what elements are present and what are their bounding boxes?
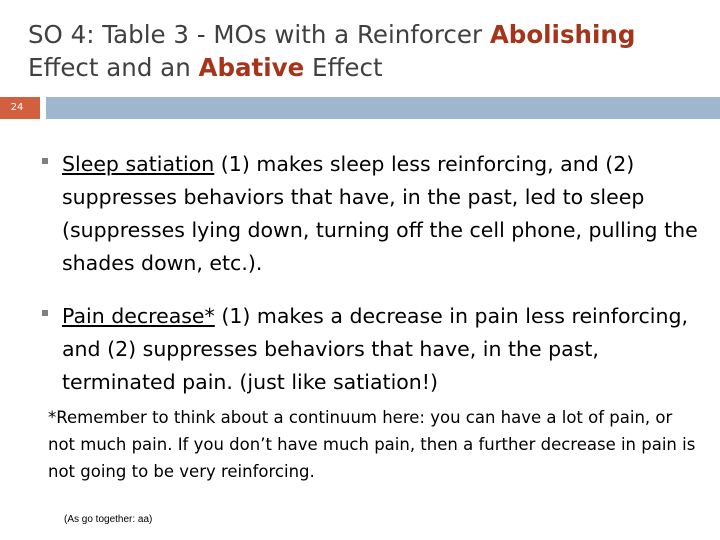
bullet-square-icon [42, 158, 48, 164]
header-bar-right [46, 97, 720, 119]
bullet-list [40, 148, 700, 419]
bullet-item-pain-decrease [40, 300, 700, 399]
title-middle: Effect and an [28, 53, 199, 82]
footnote: (As go together: aa) [64, 514, 153, 525]
bullet-text [62, 300, 700, 399]
bullet-body: (1) makes a decrease in pain less reinforcing, and (2) suppresses behaviors that have, in the past, terminated pain. (just like satiation!) [62, 304, 688, 394]
bullet-item-sleep-satiation [40, 148, 700, 280]
title-prefix: SO 4: Table 3 - MOs with a Reinforcer [28, 20, 490, 49]
slide-number: 24 [10, 102, 24, 113]
title-emphasis-abative: Abative [198, 53, 305, 82]
title-emphasis-abolishing: Abolishing [489, 20, 636, 49]
bullet-body: (1) makes sleep less reinforcing, and (2) suppresses behaviors that have, in the past, led to sleep (suppresses lying down, turning off the cell phone, pulling the shades down, etc.). [62, 152, 698, 275]
title-suffix: Effect [304, 53, 383, 82]
slide-title [28, 18, 708, 84]
bullet-text [62, 148, 700, 280]
bullet-square-icon [42, 310, 48, 316]
bullet-term: Pain decrease* [62, 304, 215, 328]
bullet-term: Sleep satiation [62, 152, 215, 176]
continuum-note: *Remember to think about a continuum here: you can have a lot of pain, or not much pain. If you don’t have much pain, then a further decrease in pain is not going to be very reinforcing. [48, 408, 696, 481]
